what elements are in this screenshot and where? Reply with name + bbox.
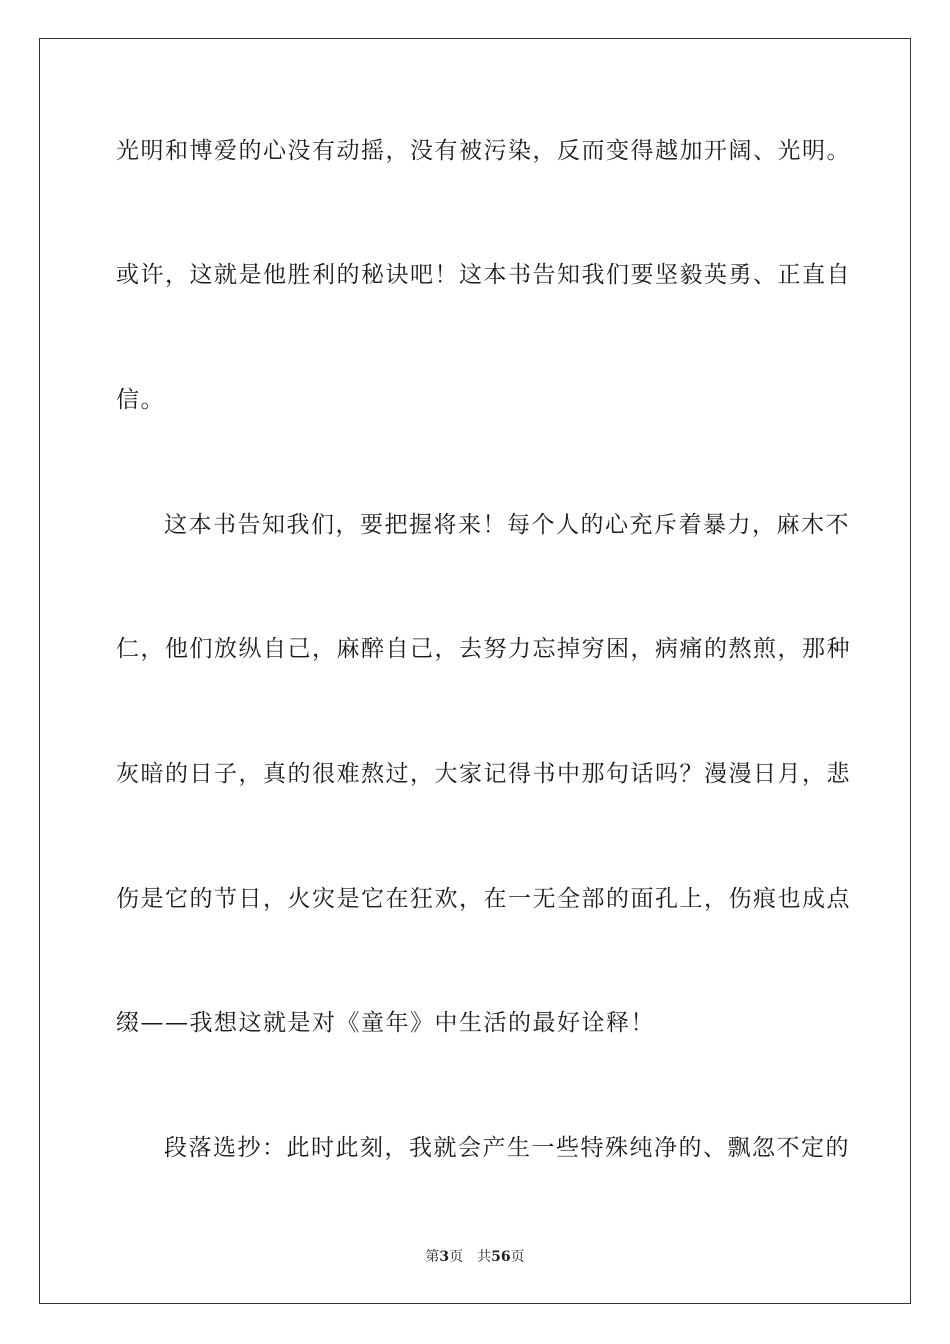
text-line-6: 灰暗的日子，真的很难熬过，大家记得书中那句话吗？漫漫日月，悲 [116, 761, 851, 787]
text-line-5: 仁，他们放纵自己，麻醉自己，去努力忘掉穷困，病痛的熬煎，那种 [116, 636, 851, 662]
page-number: 3 [439, 1249, 450, 1265]
page-border [39, 38, 911, 1304]
text-line-2: 或许，这就是他胜利的秘诀吧！这本书告知我们要坚毅英勇、正直自 [116, 262, 851, 288]
text-line-4: 这本书告知我们，要把握将来！每个人的心充斥着暴力，麻木不 [164, 512, 850, 538]
text-line-1: 光明和博爱的心没有动摇，没有被污染，反而变得越加开阔、光明。 [116, 138, 851, 164]
total-pages: 56 [491, 1249, 511, 1265]
total-suffix: 页 [510, 1249, 525, 1265]
text-line-3: 信。 [116, 387, 165, 413]
total-prefix: 共 [477, 1249, 492, 1265]
text-line-9: 段落选抄：此时此刻，我就会产生一些特殊纯净的、飘忽不定的 [164, 1135, 850, 1161]
text-line-7: 伤是它的节日，火灾是它在狂欢，在一无全部的面孔上，伤痕也成点 [116, 886, 851, 912]
text-line-8: 缀——我想这就是对《童年》中生活的最好诠释！ [116, 1010, 655, 1036]
page-footer [0, 1248, 950, 1266]
page-suffix: 页 [449, 1249, 464, 1265]
page-prefix: 第 [425, 1249, 440, 1265]
